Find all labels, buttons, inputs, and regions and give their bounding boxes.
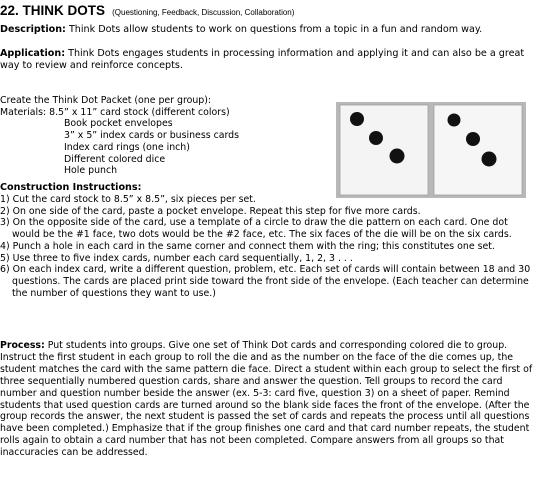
application-paragraph (0, 48, 540, 72)
material-item: Book pocket envelopes (64, 118, 173, 130)
application-label: Application: (0, 48, 66, 59)
construction-step: 5) Use three to five index cards, number each card sequentially, 1, 2, 3 . . . (0, 252, 353, 264)
card-face-three-second (434, 105, 522, 195)
construction-step: 4) Punch a hole in each card in the same corner and connect them with the ring; this constitutes one set. (0, 240, 495, 252)
title-line (0, 0, 294, 19)
construction-step: 1) Cut the card stock to 8.5” x 8.5”, six pieces per set. (0, 194, 256, 205)
process-label: Process: (0, 340, 45, 351)
material-item: Index card rings (one inch) (64, 141, 190, 153)
die-dot (369, 131, 383, 145)
construction-step: 6) On each index card, write a different question, problem, etc. Each set of cards will contain between 18 and 30 questions. The cards are placed print side toward the front side of the envelope. (Each teacher can determine the number of questions they want to use.) (0, 264, 531, 299)
page-subtitle: (Questioning, Feedback, Discussion, Collaboration) (112, 8, 295, 17)
description-paragraph (0, 24, 540, 36)
die-dot (350, 112, 364, 126)
construction-heading: Construction Instructions: (0, 182, 142, 193)
material-item: Different colored dice (64, 153, 166, 165)
construction-step: 2) On one side of the card, paste a pocket envelope. Repeat this step for five more cards. (0, 205, 421, 217)
materials-line: Materials: 8.5” x 11” card stock (different colors) (0, 106, 230, 118)
die-dot (466, 132, 480, 146)
process-text: Put students into groups. Give one set of Think Dot cards and corresponding colored die to group. Instruct the first student in each group to roll the die and as the number on the face of the die comes up, the student matches the card with the same pattern die face. Direct a student within each group to select the first of three sequentially numbered question cards, share and answer the question. Tell groups to record the card number and question number beside the answer (ex. 5-3: card five, question 3) on a sheet of paper. Remind students that used question cards are turned around so the blank side faces the front of the envelope. (After the group records the answer, the next student is passed the set of cards and repeats the process until all questions have been completed.) Emphasize that if the group finishes one card and that card number repeats, the student rolls again to obtain a card number that has not been completed. Compare answers from all groups so that inaccuracies can be addressed. (0, 340, 533, 459)
materials-list (0, 95, 239, 177)
construction-step: 3) On the opposite side of the card, use a template of a circle to draw the die pattern on each card. One dot would be the #1 face, two dots would be the #2 face, etc. The six faces of the die will be on the six cards. (0, 217, 512, 241)
description-label: Description: (0, 24, 66, 35)
process-paragraph (0, 340, 540, 459)
description-text: Think Dots allow students to work on questions from a topic in a fun and random way. (65, 24, 483, 35)
page-title: 22. THINK DOTS (0, 3, 106, 18)
construction-steps (0, 194, 532, 299)
die-dot (448, 114, 461, 127)
die-dot (390, 149, 405, 164)
material-item: 3” x 5” index cards or business cards (64, 130, 239, 142)
die-dot (482, 152, 497, 167)
material-item: Hole punch (64, 165, 118, 177)
application-text: Think Dots engages students in processing information and applying it and can also be a great way to review and reinforce concepts. (0, 48, 525, 71)
dice-cards-photo (336, 102, 526, 198)
create-packet-line: Create the Think Dot Packet (one per group): (0, 95, 212, 106)
